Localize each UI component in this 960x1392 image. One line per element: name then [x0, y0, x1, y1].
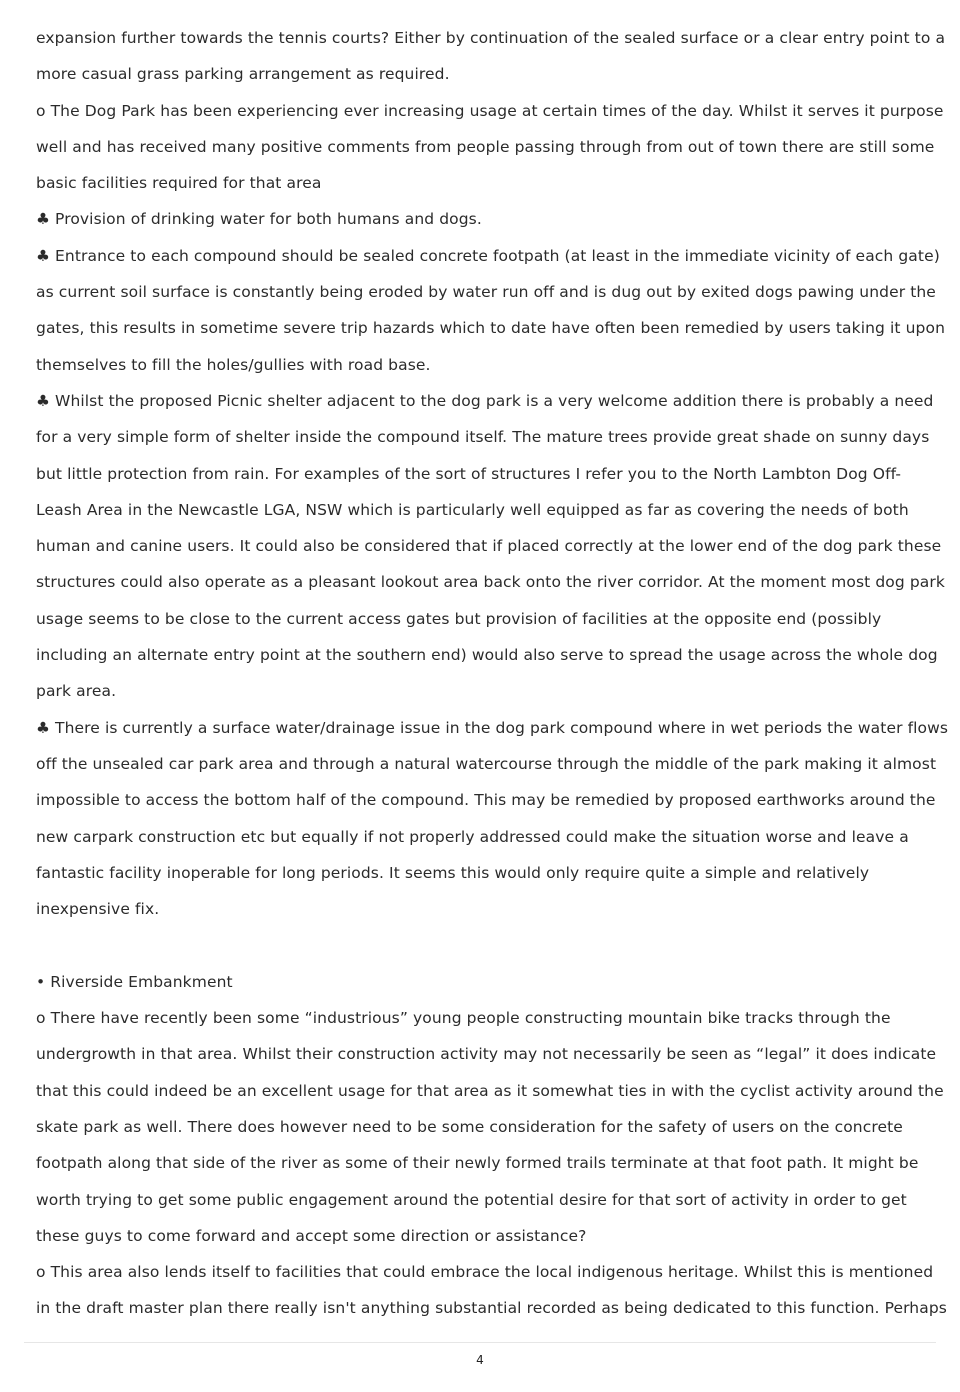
text-line: well and has received many positive comments from people passing through from out of town there are still some — [36, 137, 935, 156]
text-line: o This area also lends itself to facilities that could embrace the local indigenous heritage. Whilst this is mentioned — [36, 1263, 934, 1282]
page-number: 4 — [476, 1353, 484, 1367]
text-line: these guys to come forward and accept some direction or assistance? — [36, 1226, 587, 1245]
text-line: undergrowth in that area. Whilst their construction activity may not necessarily be seen as “legal” it does indicate — [36, 1045, 937, 1064]
text-line: but little protection from rain. For examples of the sort of structures I refer you to the North Lambton Dog Off- — [36, 464, 902, 483]
text-line: basic facilities required for that area — [36, 174, 322, 193]
text-line: off the unsealed car park area and through a natural watercourse through the middle of the park making it almost — [36, 754, 937, 773]
bullet-line: ♣ There is currently a surface water/drainage issue in the dog park compound where in wet periods the water flows — [36, 718, 949, 737]
text-line: for a very simple form of shelter inside the compound itself. The mature trees provide great shade on sunny days — [36, 428, 930, 447]
text-line: o There have recently been some “industrious” young people constructing mountain bike tracks through the — [36, 1009, 891, 1028]
text-line: gates, this results in sometime severe trip hazards which to date have often been remedied by users taking it upon — [36, 319, 945, 338]
text-line: as current soil surface is constantly being eroded by water run off and is dug out by exited dogs pawing under the — [36, 283, 936, 302]
text-line: human and canine users. It could also be considered that if placed correctly at the lower end of the dog park these — [36, 537, 942, 556]
text-line: themselves to fill the holes/gullies with road base. — [36, 355, 431, 374]
text-line: structures could also operate as a pleasant lookout area back onto the river corridor. At the moment most dog park — [36, 573, 945, 592]
text-line: worth trying to get some public engagement around the potential desire for that sort of activity in order to get — [36, 1190, 907, 1209]
bullet-line: ♣ Entrance to each compound should be sealed concrete footpath (at least in the immediate vicinity of each gate) — [36, 246, 940, 265]
text-line: new carpark construction etc but equally if not properly addressed could make the situation worse and leave a — [36, 827, 909, 846]
footer-divider — [24, 1342, 936, 1343]
text-line: impossible to access the bottom half of the compound. This may be remedied by proposed earthworks around the — [36, 791, 936, 810]
bullet-line: ♣ Provision of drinking water for both humans and dogs. — [36, 210, 482, 229]
text-line: Leash Area in the Newcastle LGA, NSW which is particularly well equipped as far as covering the needs of both — [36, 500, 909, 519]
text-line: skate park as well. There does however need to be some consideration for the safety of users on the concrete — [36, 1117, 903, 1136]
text-line: expansion further towards the tennis courts? Either by continuation of the sealed surface or a clear entry point to a — [36, 29, 946, 47]
section-heading: • Riverside Embankment — [36, 972, 233, 991]
text-line: usage seems to be close to the current access gates but provision of facilities at the opposite end (possibly — [36, 609, 882, 628]
bullet-line: ♣ Whilst the proposed Picnic shelter adjacent to the dog park is a very welcome addition there is probably a need — [36, 391, 934, 410]
text-line: more casual grass parking arrangement as required. — [36, 65, 450, 84]
text-line: o The Dog Park has been experiencing ever increasing usage at certain times of the day. Whilst it serves it purpose — [36, 101, 944, 120]
text-line: including an alternate entry point at the southern end) would also serve to spread the usage across the whole dog — [36, 646, 938, 665]
text-line: park area. — [36, 682, 117, 701]
text-line: footpath along that side of the river as some of their newly formed trails terminate at that foot path. It might be — [36, 1154, 919, 1173]
text-line: that this could indeed be an excellent usage for that area as it somewhat ties in with the cyclist activity around the — [36, 1081, 944, 1100]
text-line: inexpensive fix. — [36, 900, 160, 919]
blank-line — [36, 927, 926, 963]
document-body — [36, 20, 949, 1327]
text-line: in the draft master plan there really isn't anything substantial recorded as being dedicated to this function. Perhaps — [36, 1299, 947, 1318]
text-line: fantastic facility inoperable for long periods. It seems this would only require quite a simple and relatively — [36, 863, 870, 882]
